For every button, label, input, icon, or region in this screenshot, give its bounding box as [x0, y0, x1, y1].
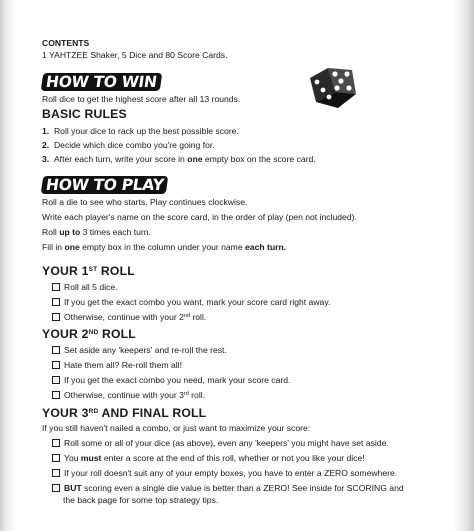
rule-text: After each turn, write your score in — [53, 154, 188, 164]
dice-icon — [306, 60, 360, 116]
basic-rule-3 — [42, 154, 316, 165]
roll-2-heading — [42, 327, 136, 341]
roll-3-heading — [42, 406, 206, 420]
checkbox-icon — [52, 484, 60, 492]
play-line-2: Write each player's name on the score card, in the order of play (pen not included). — [42, 212, 357, 222]
roll-2-item-1 — [52, 345, 227, 356]
item-text: Otherwise, continue with your 2 — [64, 312, 184, 322]
rule-emphasis: one — [187, 154, 203, 164]
heading-text: YOUR 2 — [42, 327, 89, 341]
item-emphasis: must — [80, 453, 102, 463]
rule-number: 1. — [42, 126, 50, 136]
heading-text-end: ROLL — [97, 264, 135, 278]
play-emphasis: up to — [59, 227, 81, 237]
roll-1-heading — [42, 264, 135, 278]
roll-1-item-3 — [52, 312, 206, 325]
heading-ordinal: ND — [88, 329, 99, 336]
how-to-play-banner: HOW TO PLAY — [41, 176, 169, 194]
basic-rule-1 — [42, 126, 239, 137]
roll-2-item-3 — [52, 375, 290, 386]
rule-text: Decide which dice combo you're going for. — [53, 140, 215, 150]
heading-text: YOUR 1 — [42, 264, 89, 278]
item-emphasis: BUT — [64, 483, 82, 493]
play-emphasis: one — [64, 242, 80, 252]
item-ordinal: nd — [183, 313, 191, 319]
play-text-end: 3 times each turn. — [80, 227, 151, 237]
item-text: Hate them all? Re-roll them all! — [64, 360, 182, 370]
play-text: Roll — [42, 227, 60, 237]
item-text: If you get the exact combo you need, mark your score card. — [64, 375, 291, 385]
right-page-shadow — [452, 0, 474, 531]
play-emphasis-2: each turn. — [245, 242, 287, 252]
heading-ordinal: ST — [88, 266, 98, 273]
item-text: Otherwise, continue with your 3 — [64, 390, 184, 400]
play-line-4 — [42, 242, 286, 253]
item-text: If you get the exact combo you want, mark your score card right away. — [64, 297, 331, 307]
basic-rule-2 — [42, 140, 215, 151]
item-text-end: enter a score at the end of this roll, whether or not you like your dice! — [101, 453, 365, 463]
item-text: You — [64, 453, 81, 463]
item-ordinal: rd — [183, 391, 189, 397]
heading-text-end: ROLL — [98, 327, 136, 341]
roll-1-item-2 — [52, 297, 330, 308]
checkbox-icon — [52, 469, 60, 477]
roll-2-item-4 — [52, 390, 205, 403]
play-text-mid: empty box in the column under your name — [79, 242, 246, 252]
item-text: Set aside any 'keepers' and re-roll the rest. — [64, 345, 227, 355]
rule-number: 2. — [42, 140, 50, 150]
roll-3-item-2 — [52, 453, 365, 464]
checkbox-icon — [52, 376, 60, 384]
contents-heading: CONTENTS — [42, 38, 90, 48]
item-text: scoring even a single die value is better than a ZERO! See inside for SCORING and — [81, 483, 404, 493]
roll-3-item-4-continued: the back page for some top strategy tips. — [63, 495, 219, 505]
roll-3-item-4 — [52, 483, 404, 494]
left-page-shadow — [0, 0, 16, 531]
item-text-end: roll. — [190, 312, 207, 322]
heading-text: YOUR 3 — [42, 406, 89, 420]
checkbox-icon — [52, 283, 60, 291]
heading-ordinal: RD — [88, 408, 99, 415]
how-to-win-text: Roll dice to get the highest score after all 13 rounds. — [42, 94, 241, 104]
item-text: Roll all 5 dice. — [64, 282, 118, 292]
checkbox-icon — [52, 346, 60, 354]
checkbox-icon — [52, 313, 60, 321]
roll-2-item-2 — [52, 360, 182, 371]
basic-rules-heading: BASIC RULES — [42, 107, 127, 121]
rule-number: 3. — [42, 154, 50, 164]
roll-3-item-1 — [52, 438, 389, 449]
roll-1-item-1 — [52, 282, 118, 293]
roll-3-intro: If you still haven't nailed a combo, or just want to maximize your score: — [42, 423, 311, 433]
item-text: If your roll doesn't suit any of your empty boxes, you have to enter a ZERO somewhere. — [64, 468, 398, 478]
item-text-end: roll. — [188, 390, 206, 400]
play-text: Fill in — [42, 242, 65, 252]
roll-3-item-3 — [52, 468, 397, 479]
checkbox-icon — [52, 454, 60, 462]
checkbox-icon — [52, 391, 60, 399]
contents-text: 1 YAHTZEE Shaker, 5 Dice and 80 Score Cards. — [42, 50, 228, 60]
item-text: Roll some or all of your dice (as above), even any 'keepers' you might have set aside. — [64, 438, 389, 448]
checkbox-icon — [52, 439, 60, 447]
rule-text: Roll your dice to rack up the best possible score. — [53, 126, 239, 136]
checkbox-icon — [52, 361, 60, 369]
play-line-1: Roll a die to see who starts. Play continues clockwise. — [42, 197, 248, 207]
play-line-3 — [42, 227, 151, 238]
rule-text-end: empty box on the score card. — [202, 154, 316, 164]
heading-text-end: AND FINAL ROLL — [98, 406, 207, 420]
how-to-win-banner: HOW TO WIN — [41, 73, 162, 91]
checkbox-icon — [52, 298, 60, 306]
